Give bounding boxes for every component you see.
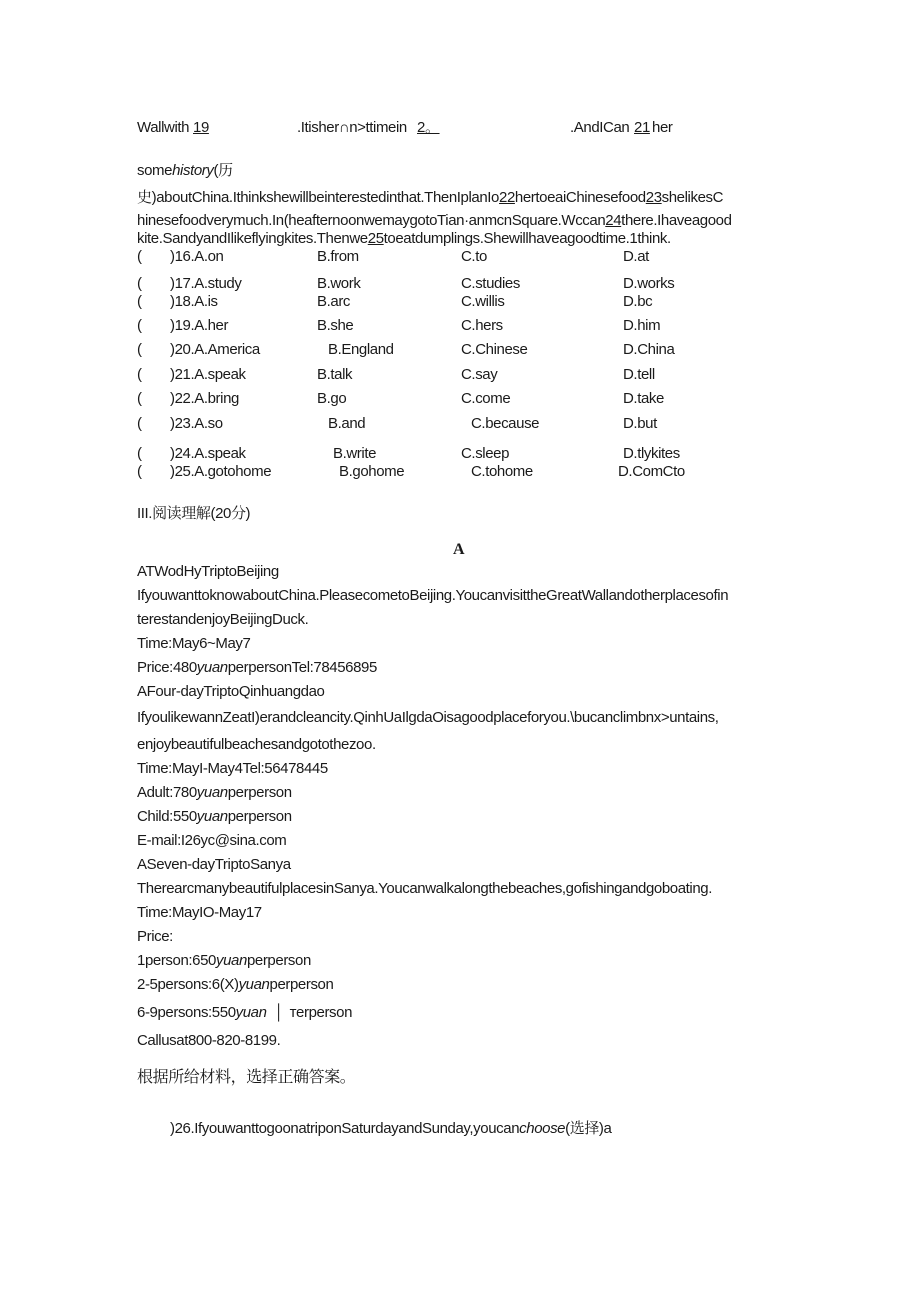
cloze-line-2	[137, 161, 233, 181]
cloze-text: (历	[213, 162, 233, 179]
question-text-italic: choose	[519, 1120, 566, 1137]
option-c[interactable]: C.studies	[461, 275, 520, 292]
option-b[interactable]: B.write	[333, 445, 377, 462]
cloze-text-italic: history	[172, 162, 214, 179]
option-a[interactable]: )19.A.her	[170, 317, 229, 334]
question-paren: (	[137, 445, 142, 462]
trip-1-desc: IfyouwanttoknowaboutChina.PleasecometoBeijing.YoucanvisittheGreatWallandotherplacesofin	[137, 587, 729, 604]
cloze-text: some	[137, 162, 173, 179]
option-a[interactable]: )23.A.so	[170, 415, 223, 432]
cloze-text: hinesefoodverymuch.In(heafternoonwemaygotoTian·anmcnSquare.Wccan	[137, 212, 606, 229]
option-b[interactable]: B.go	[317, 390, 347, 407]
cloze-line-3	[137, 188, 723, 208]
option-b[interactable]: B.and	[328, 415, 366, 432]
option-c[interactable]: C.willis	[461, 293, 505, 310]
question-26	[170, 1119, 611, 1139]
trip-2-adult-price	[137, 783, 292, 803]
cloze-text: kite.SandyandIlikeflyingkites.Thenwe	[137, 230, 368, 247]
blank-25: 25	[367, 230, 384, 247]
option-b[interactable]: B.talk	[317, 366, 353, 383]
option-d[interactable]: D.him	[623, 317, 661, 334]
trip-3-price-1	[137, 951, 311, 971]
option-a[interactable]: )21.A.speak	[170, 366, 246, 383]
option-c[interactable]: C.hers	[461, 317, 503, 334]
option-d[interactable]: D.China	[623, 341, 675, 358]
cloze-text: .Itisher∩n>ttimein	[297, 119, 407, 136]
cloze-text: shelikesC	[661, 189, 724, 206]
option-b[interactable]: B.arc	[317, 293, 351, 310]
question-paren: (	[137, 317, 142, 334]
trip-3-price-3	[137, 1003, 352, 1023]
trip-3-desc: TherearcmanybeautifulplacesinSanya.Youcanwalkalongthebeaches,gofishingandgoboating.	[137, 880, 713, 897]
price-text: тerperson	[289, 1004, 353, 1021]
option-c[interactable]: C.tohome	[471, 463, 533, 480]
question-paren: (	[137, 293, 142, 310]
option-b[interactable]: B.England	[328, 341, 394, 358]
cloze-text: hertoeaiChinesefood	[514, 189, 646, 206]
option-a[interactable]: )25.A.gotohome	[170, 463, 272, 480]
option-c[interactable]: C.because	[471, 415, 540, 432]
cloze-line-4	[137, 211, 732, 231]
option-d[interactable]: D.take	[623, 390, 664, 407]
option-b[interactable]: B.work	[317, 275, 361, 292]
trip-3-price-label: Price:	[137, 928, 173, 945]
cloze-text: there.Ihaveagood	[621, 212, 732, 229]
cloze-text: .AndICan	[570, 119, 630, 136]
question-paren: (	[137, 248, 142, 265]
option-d[interactable]: D.tell	[623, 366, 655, 383]
option-c[interactable]: C.say	[461, 366, 498, 383]
trip-3-call: Callusat800-820-8199.	[137, 1032, 281, 1049]
option-a[interactable]: )16.A.on	[170, 248, 224, 265]
price-text: 1person:650	[137, 952, 217, 969]
question-paren: (	[137, 366, 142, 383]
trip-2-child-price	[137, 807, 292, 827]
blank-23: 23	[645, 189, 662, 206]
option-d[interactable]: D.at	[623, 248, 649, 265]
currency-text: yuan	[196, 784, 228, 801]
question-paren: (	[137, 390, 142, 407]
blank-22: 22	[499, 189, 515, 206]
option-a[interactable]: )17.A.study	[170, 275, 242, 292]
section-title: III.阅读理解(20分)	[137, 505, 251, 522]
cloze-text: 史)aboutChina.Ithinkshewillbeinterestedinthat.ThenIplanIo	[137, 189, 500, 206]
cloze-text: Wallwith	[137, 119, 190, 136]
option-a[interactable]: )18.A.is	[170, 293, 218, 310]
currency-text: yuan	[235, 1004, 267, 1021]
blank-19: 19	[193, 119, 209, 136]
blank-24: 24	[605, 212, 622, 229]
option-d[interactable]: D.works	[623, 275, 675, 292]
passage-heading: A	[453, 541, 465, 558]
option-b[interactable]: B.from	[317, 248, 359, 265]
cloze-text: her	[652, 119, 673, 136]
trip-3-title: ASeven-dayTriptoSanya	[137, 856, 291, 873]
divider-text: │	[274, 1004, 284, 1021]
currency-text: yuan	[238, 976, 270, 993]
price-text: perperson	[227, 808, 292, 825]
trip-3-time: Time:MayIO-May17	[137, 904, 262, 921]
price-text: Child:550	[137, 808, 197, 825]
question-text: )26.IfyouwanttogoonatriponSaturdayandSunday,youcan	[170, 1120, 520, 1137]
trip-2-desc: enjoybeautifulbeachesandgotothezoo.	[137, 736, 376, 753]
cloze-line-5	[137, 229, 671, 249]
trip-3-price-2	[137, 975, 333, 995]
trip-2-time: Time:MayI-May4Tel:56478445	[137, 760, 328, 777]
option-d[interactable]: D.tlykites	[623, 445, 680, 462]
option-a[interactable]: )24.A.speak	[170, 445, 246, 462]
trip-2-title: AFour-dayTriptoQinhuangdao	[137, 683, 325, 700]
trip-1-title: ATWodHyTriptoBeijing	[137, 563, 279, 580]
currency-text: yuan	[196, 808, 228, 825]
trip-2-email: E-mail:I26yc@sina.com	[137, 832, 287, 849]
option-d[interactable]: D.but	[623, 415, 657, 432]
trip-2-desc: IfyoulikewannZeatI)erandcleancity.QinhUaIlgdaOisagoodplaceforyou.\bucanclimbnx>untains,	[137, 709, 719, 726]
cloze-text: toeatdumplings.Shewillhaveagoodtime.1think.	[383, 230, 671, 247]
price-text: Adult:780	[137, 784, 197, 801]
question-paren: (	[137, 275, 142, 292]
price-text: 6-9persons:550	[137, 1004, 236, 1021]
option-c[interactable]: C.Chinese	[461, 341, 528, 358]
price-text: Price:480	[137, 659, 197, 676]
option-c[interactable]: C.sleep	[461, 445, 510, 462]
question-paren: (	[137, 415, 142, 432]
price-text: perpersonTel:78456895	[227, 659, 377, 676]
option-c[interactable]: C.come	[461, 390, 511, 407]
option-a[interactable]: )22.A.bring	[170, 390, 239, 407]
option-b[interactable]: B.she	[317, 317, 354, 334]
price-text: perperson	[269, 976, 334, 993]
blank-20: 2。	[417, 119, 440, 136]
question-paren: (	[137, 463, 142, 480]
trip-1-desc: terestandenjoyBeijingDuck.	[137, 611, 309, 628]
option-c[interactable]: C.to	[461, 248, 487, 265]
currency-text: yuan	[216, 952, 247, 969]
instruction: 根据所给材料，选择正确答案。	[137, 1069, 356, 1086]
blank-21: 21	[634, 119, 650, 136]
option-d[interactable]: D.bc	[623, 293, 653, 310]
price-text: 2-5persons:6(X)	[137, 976, 239, 993]
option-b[interactable]: B.gohome	[339, 463, 405, 480]
currency-text: yuan	[196, 659, 228, 676]
price-text: perperson	[227, 784, 292, 801]
trip-1-time: Time:May6~May7	[137, 635, 251, 652]
trip-1-price	[137, 658, 377, 678]
question-paren: (	[137, 341, 142, 358]
price-text: perperson	[246, 952, 311, 969]
question-text: (选择)a	[565, 1120, 612, 1137]
option-d[interactable]: D.ComCto	[618, 463, 685, 480]
option-a[interactable]: )20.A.America	[170, 341, 260, 358]
